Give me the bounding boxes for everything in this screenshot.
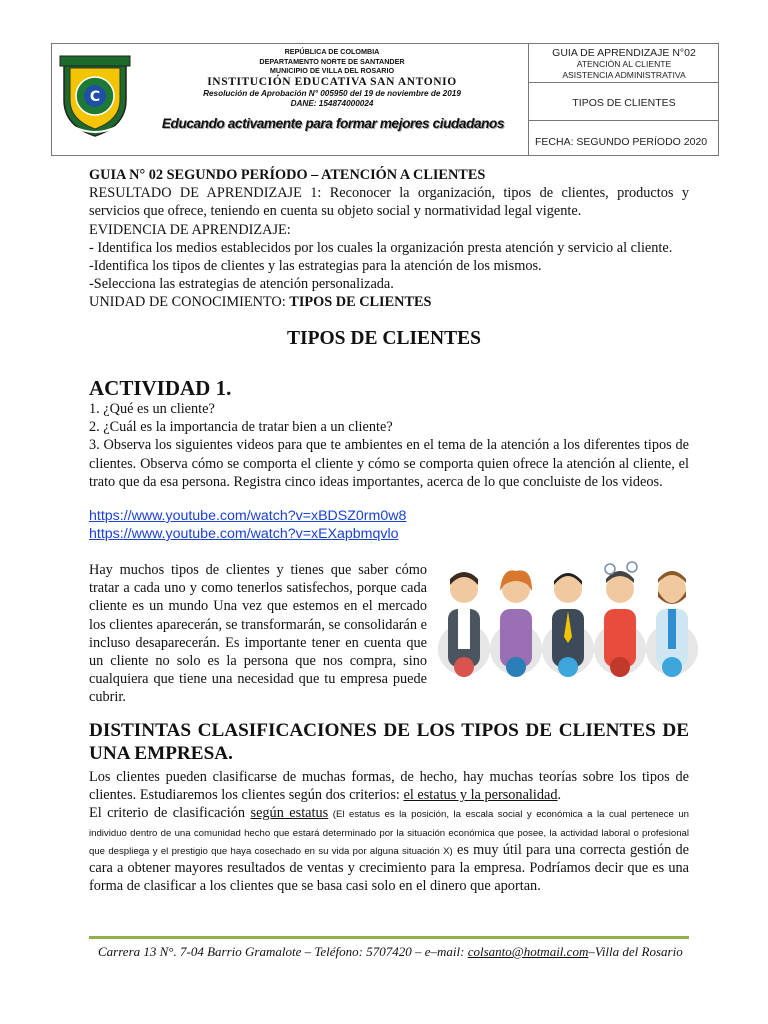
institution-block bbox=[142, 47, 522, 109]
main-title: TIPOS DE CLIENTES bbox=[287, 328, 481, 349]
footer-email[interactable]: colsanto@hotmail.com bbox=[467, 944, 589, 959]
intro-end: . bbox=[557, 787, 562, 804]
topic-cell: TIPOS DE CLIENTES bbox=[572, 97, 676, 109]
person-figure bbox=[542, 573, 594, 677]
status-underlined: según estatus bbox=[250, 805, 329, 822]
svg-text:C: C bbox=[89, 89, 101, 105]
footer-rule bbox=[89, 936, 689, 939]
dane-text: DANE: 154874000024 bbox=[290, 98, 374, 108]
status-definition: (El estatus es la posición, la escala social y económica a la cual pertenece un individuo dentro de una comunidad hecho que estará determinado por la situación económica que posee, la actividad laboral o profesional que despliega y el prestigio que haya cosechado en su vida por alguna situación X) bbox=[89, 809, 690, 857]
guide-subtitle bbox=[529, 59, 719, 81]
republic-text: REPÚBLICA DE COLOMBIA bbox=[284, 47, 380, 56]
status-criterion bbox=[89, 804, 689, 895]
footer-city: –Villa del Rosario bbox=[588, 944, 683, 959]
guide-sub2: ASISTENCIA ADMINISTRATIVA bbox=[562, 70, 686, 80]
document-header bbox=[51, 43, 719, 156]
municipality-text: MUNICIPIO DE VILLA DEL ROSARIO bbox=[269, 66, 395, 75]
question: 3. Observa los siguientes videos para que te ambientes en el tema de la atención a los diferentes tipos de clientes. Observa cómo se comporta el cliente y cómo se comporta quien ofrece la atención al cliente, el trato que da esa persona. Registra cinco ideas importantes, acerca de lo que concluiste de los videos. bbox=[89, 437, 689, 490]
evidence-item: -Identifica los tipos de clientes y las estrategias para la atención de los mismos. bbox=[89, 258, 542, 275]
guide-title: GUIA DE APRENDIZAJE N°02 bbox=[552, 47, 696, 59]
header-divider bbox=[528, 82, 719, 83]
footer-address: Carrera 13 N°. 7-04 Barrio Gramalote – Teléfono: 5707420 – e–mail: bbox=[98, 944, 468, 959]
criteria-underlined: el estatus y la personalidad bbox=[403, 787, 558, 804]
activity-title: ACTIVIDAD 1. bbox=[89, 376, 232, 400]
unit-line bbox=[89, 293, 689, 311]
evidence-label: EVIDENCIA DE APRENDIZAJE: bbox=[89, 221, 291, 238]
guide-line: GUIA N° 02 SEGUNDO PERÍODO – ATENCIÓN A CLIENTES bbox=[89, 167, 486, 183]
person-figure bbox=[438, 572, 490, 677]
classification-intro bbox=[89, 768, 689, 804]
unit-value: TIPOS DE CLIENTES bbox=[289, 294, 432, 311]
learning-result: RESULTADO DE APRENDIZAJE 1: Reconocer la organización, tipos de clientes, productos y servicios que ofrece, teniendo en cuenta su objeto social y normatividad legal vigente. bbox=[89, 185, 689, 220]
footer bbox=[98, 944, 698, 960]
criterion-end: es muy útil para una correcta gestión de cara a obtener mayores resultados de ventas y crecimiento para la empresa. Podríamos decir que es una forma de clasificar a los clientes que se basa casi solo en el dinero que aportan. bbox=[89, 841, 689, 895]
clients-illustration bbox=[436, 557, 706, 697]
intro-text: Los clientes pueden clasificarse de muchas formas, de hecho, hay muchas teorías sobre los tipos de clientes. Estudiaremos los clientes según dos criterios: bbox=[89, 769, 689, 804]
activity-questions bbox=[89, 400, 689, 491]
institution-name: INSTITUCIÓN EDUCATIVA SAN ANTONIO bbox=[207, 75, 457, 88]
video-link-2[interactable]: https://www.youtube.com/watch?v=xEXapbmqvlo bbox=[89, 526, 399, 542]
header-divider bbox=[528, 120, 719, 121]
resolution-text: Resolución de Aprobación N° 005950 del 19 de noviembre de 2019 bbox=[203, 88, 461, 98]
section-title: DISTINTAS CLASIFICACIONES DE LOS TIPOS DE CLIENTES DE UNA EMPRESA. bbox=[89, 720, 689, 764]
unit-label: UNIDAD DE CONOCIMIENTO: bbox=[89, 294, 290, 311]
video-links bbox=[89, 507, 406, 543]
intro-section bbox=[89, 166, 689, 312]
slogan: Educando activamente para formar mejores ciudadanos bbox=[161, 116, 505, 131]
classification-section bbox=[89, 768, 689, 895]
guide-sub1: ATENCIÓN AL CLIENTE bbox=[576, 59, 672, 69]
date-cell: FECHA: SEGUNDO PERÍODO 2020 bbox=[535, 136, 708, 148]
evidence-item: - Identifica los medios establecidos por los cuales la organización presta atención y servicio al cliente. bbox=[89, 239, 673, 256]
department-text: DEPARTAMENTO NORTE DE SANTANDER bbox=[259, 56, 405, 66]
criterion-start: El criterio de clasificación bbox=[89, 805, 251, 822]
school-shield-logo bbox=[58, 54, 132, 138]
person-figure bbox=[490, 570, 542, 677]
evidence-item: -Selecciona las estrategias de atención personalizada. bbox=[89, 276, 394, 293]
client-types-paragraph: Hay muchos tipos de clientes y tienes que saber cómo tratar a cada uno y como tenerlos satisfechos, porque cada cliente es un mundo Una vez que estemos en el mercado los clientes aparecerán, se transformarán, se consolidarán e incluso desaparecerán. Es importante tener en cuenta que un cliente no solo es la persona que nos compra, sino cualquiera que tiene una necesidad que tu empresa puede cubrir. bbox=[89, 562, 427, 706]
person-figure bbox=[646, 571, 698, 677]
video-link-1[interactable]: https://www.youtube.com/watch?v=xBDSZ0rm0w8 bbox=[89, 508, 407, 524]
question: 2. ¿Cuál es la importancia de tratar bien a un cliente? bbox=[89, 419, 393, 436]
person-figure bbox=[594, 562, 646, 677]
question: 1. ¿Qué es un cliente? bbox=[89, 401, 215, 417]
